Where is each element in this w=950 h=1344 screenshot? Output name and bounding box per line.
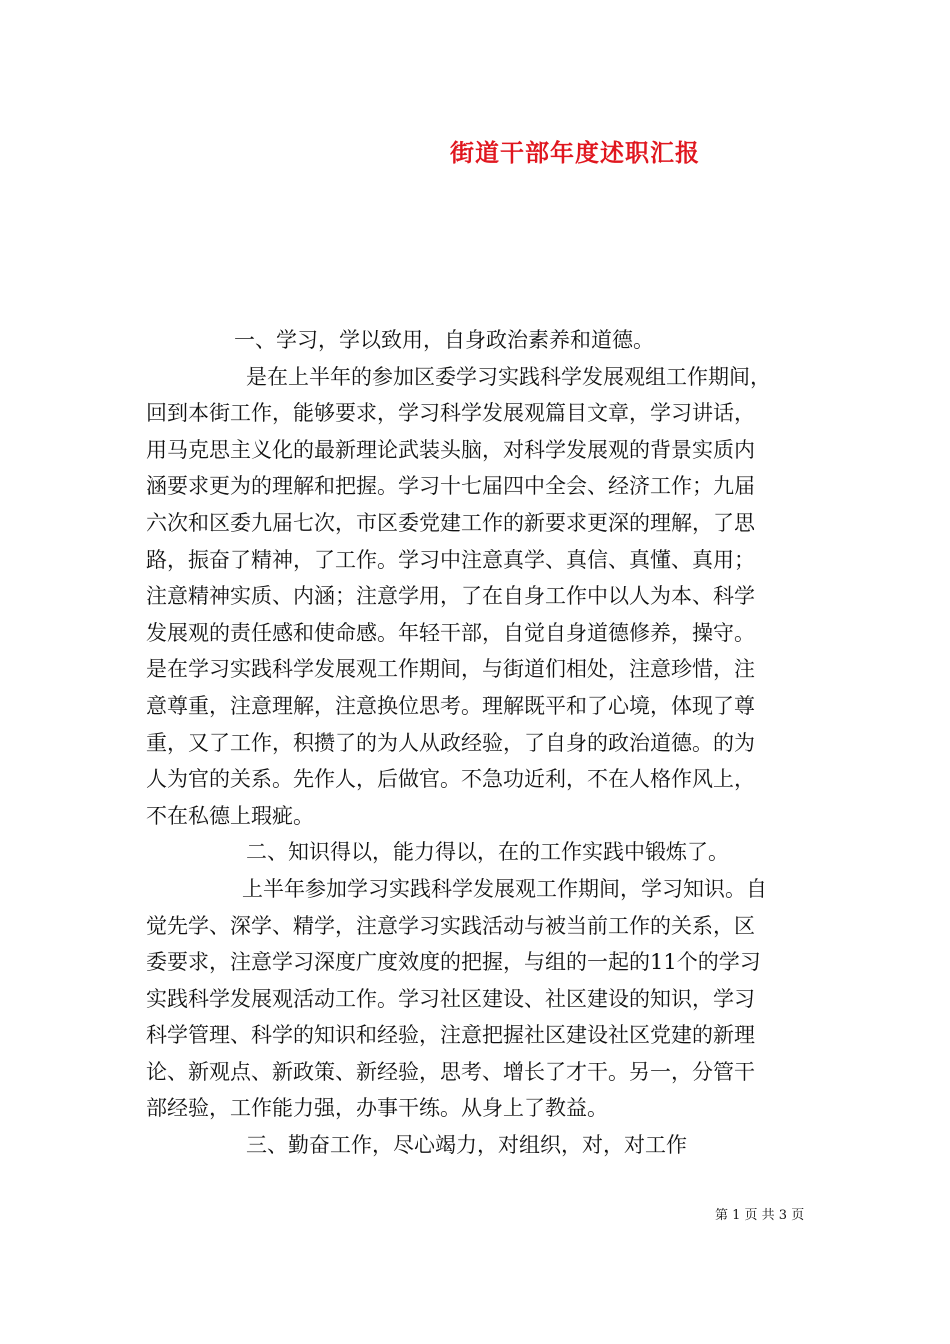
document-body xyxy=(146,322,806,1164)
section-heading: 一、学习，学以致用，自身政治素养和道德。 xyxy=(234,328,654,352)
paragraph-line: 论、新观点、新政策、新经验，思考、增长了才干。另一，分管干 xyxy=(146,1059,755,1084)
paragraph-line: 上半年参加学习实践科学发展观工作期间，学习知识。自 xyxy=(242,876,767,901)
section-heading: 三、勤奋工作，尽心竭力，对组织，对，对工作 xyxy=(246,1133,687,1158)
page-footer: 第 1 页 共 3 页 xyxy=(715,1208,805,1223)
section-heading: 二、知识得以，能力得以，在的工作实践中锻炼了。 xyxy=(246,840,729,865)
paragraph-line: 人为官的关系。先作人，后做官。不急功近利，不在人格作风上， xyxy=(146,767,755,792)
document-title: 街道干部年度述职汇报 xyxy=(450,138,700,167)
paragraph-line: 重，又了工作，积攒了的为人从政经验，了自身的政治道德。的为 xyxy=(146,730,755,755)
paragraph-line: 发展观的责任感和使命感。年轻干部，自觉自身道德修养，操守。 xyxy=(146,620,755,645)
paragraph-line: 涵要求更为的理解和把握。学习十七届四中全会、经济工作；九届 xyxy=(146,474,755,499)
paragraph-line: 注意精神实质、内涵；注意学用，了在自身工作中以人为本、科学 xyxy=(146,584,755,609)
paragraph-line: 用马克思主义化的最新理论武装头脑，对科学发展观的背景实质内 xyxy=(146,437,755,462)
paragraph-line: 是在上半年的参加区委学习实践科学发展观组工作期间， xyxy=(246,364,771,389)
paragraph-line: 科学管理、科学的知识和经验，注意把握社区建设社区党建的新理 xyxy=(146,1023,755,1048)
paragraph-line: 回到本街工作，能够要求，学习科学发展观篇目文章，学习讲话， xyxy=(146,401,755,426)
paragraph-line: 路，振奋了精神，了工作。学习中注意真学、真信、真懂、真用； xyxy=(146,547,755,572)
paragraph-line: 意尊重，注意理解，注意换位思考。理解既平和了心境，体现了尊 xyxy=(146,693,755,718)
paragraph-line: 不在私德上瑕疵。 xyxy=(146,803,314,828)
paragraph-line: 是在学习实践科学发展观工作期间，与街道们相处，注意珍惜，注 xyxy=(146,657,755,682)
paragraph-line: 部经验，工作能力强，办事干练。从身上了教益。 xyxy=(146,1096,608,1121)
paragraph-line: 六次和区委九届七次，市区委党建工作的新要求更深的理解，了思 xyxy=(146,510,755,535)
paragraph-line: 觉先学、深学、精学，注意学习实践活动与被当前工作的关系，区 xyxy=(146,913,755,938)
paragraph-line: 委要求，注意学习深度广度效度的把握，与组的一起的11个的学习 xyxy=(146,950,761,975)
paragraph-line: 实践科学发展观活动工作。学习社区建设、社区建设的知识，学习 xyxy=(146,986,755,1011)
